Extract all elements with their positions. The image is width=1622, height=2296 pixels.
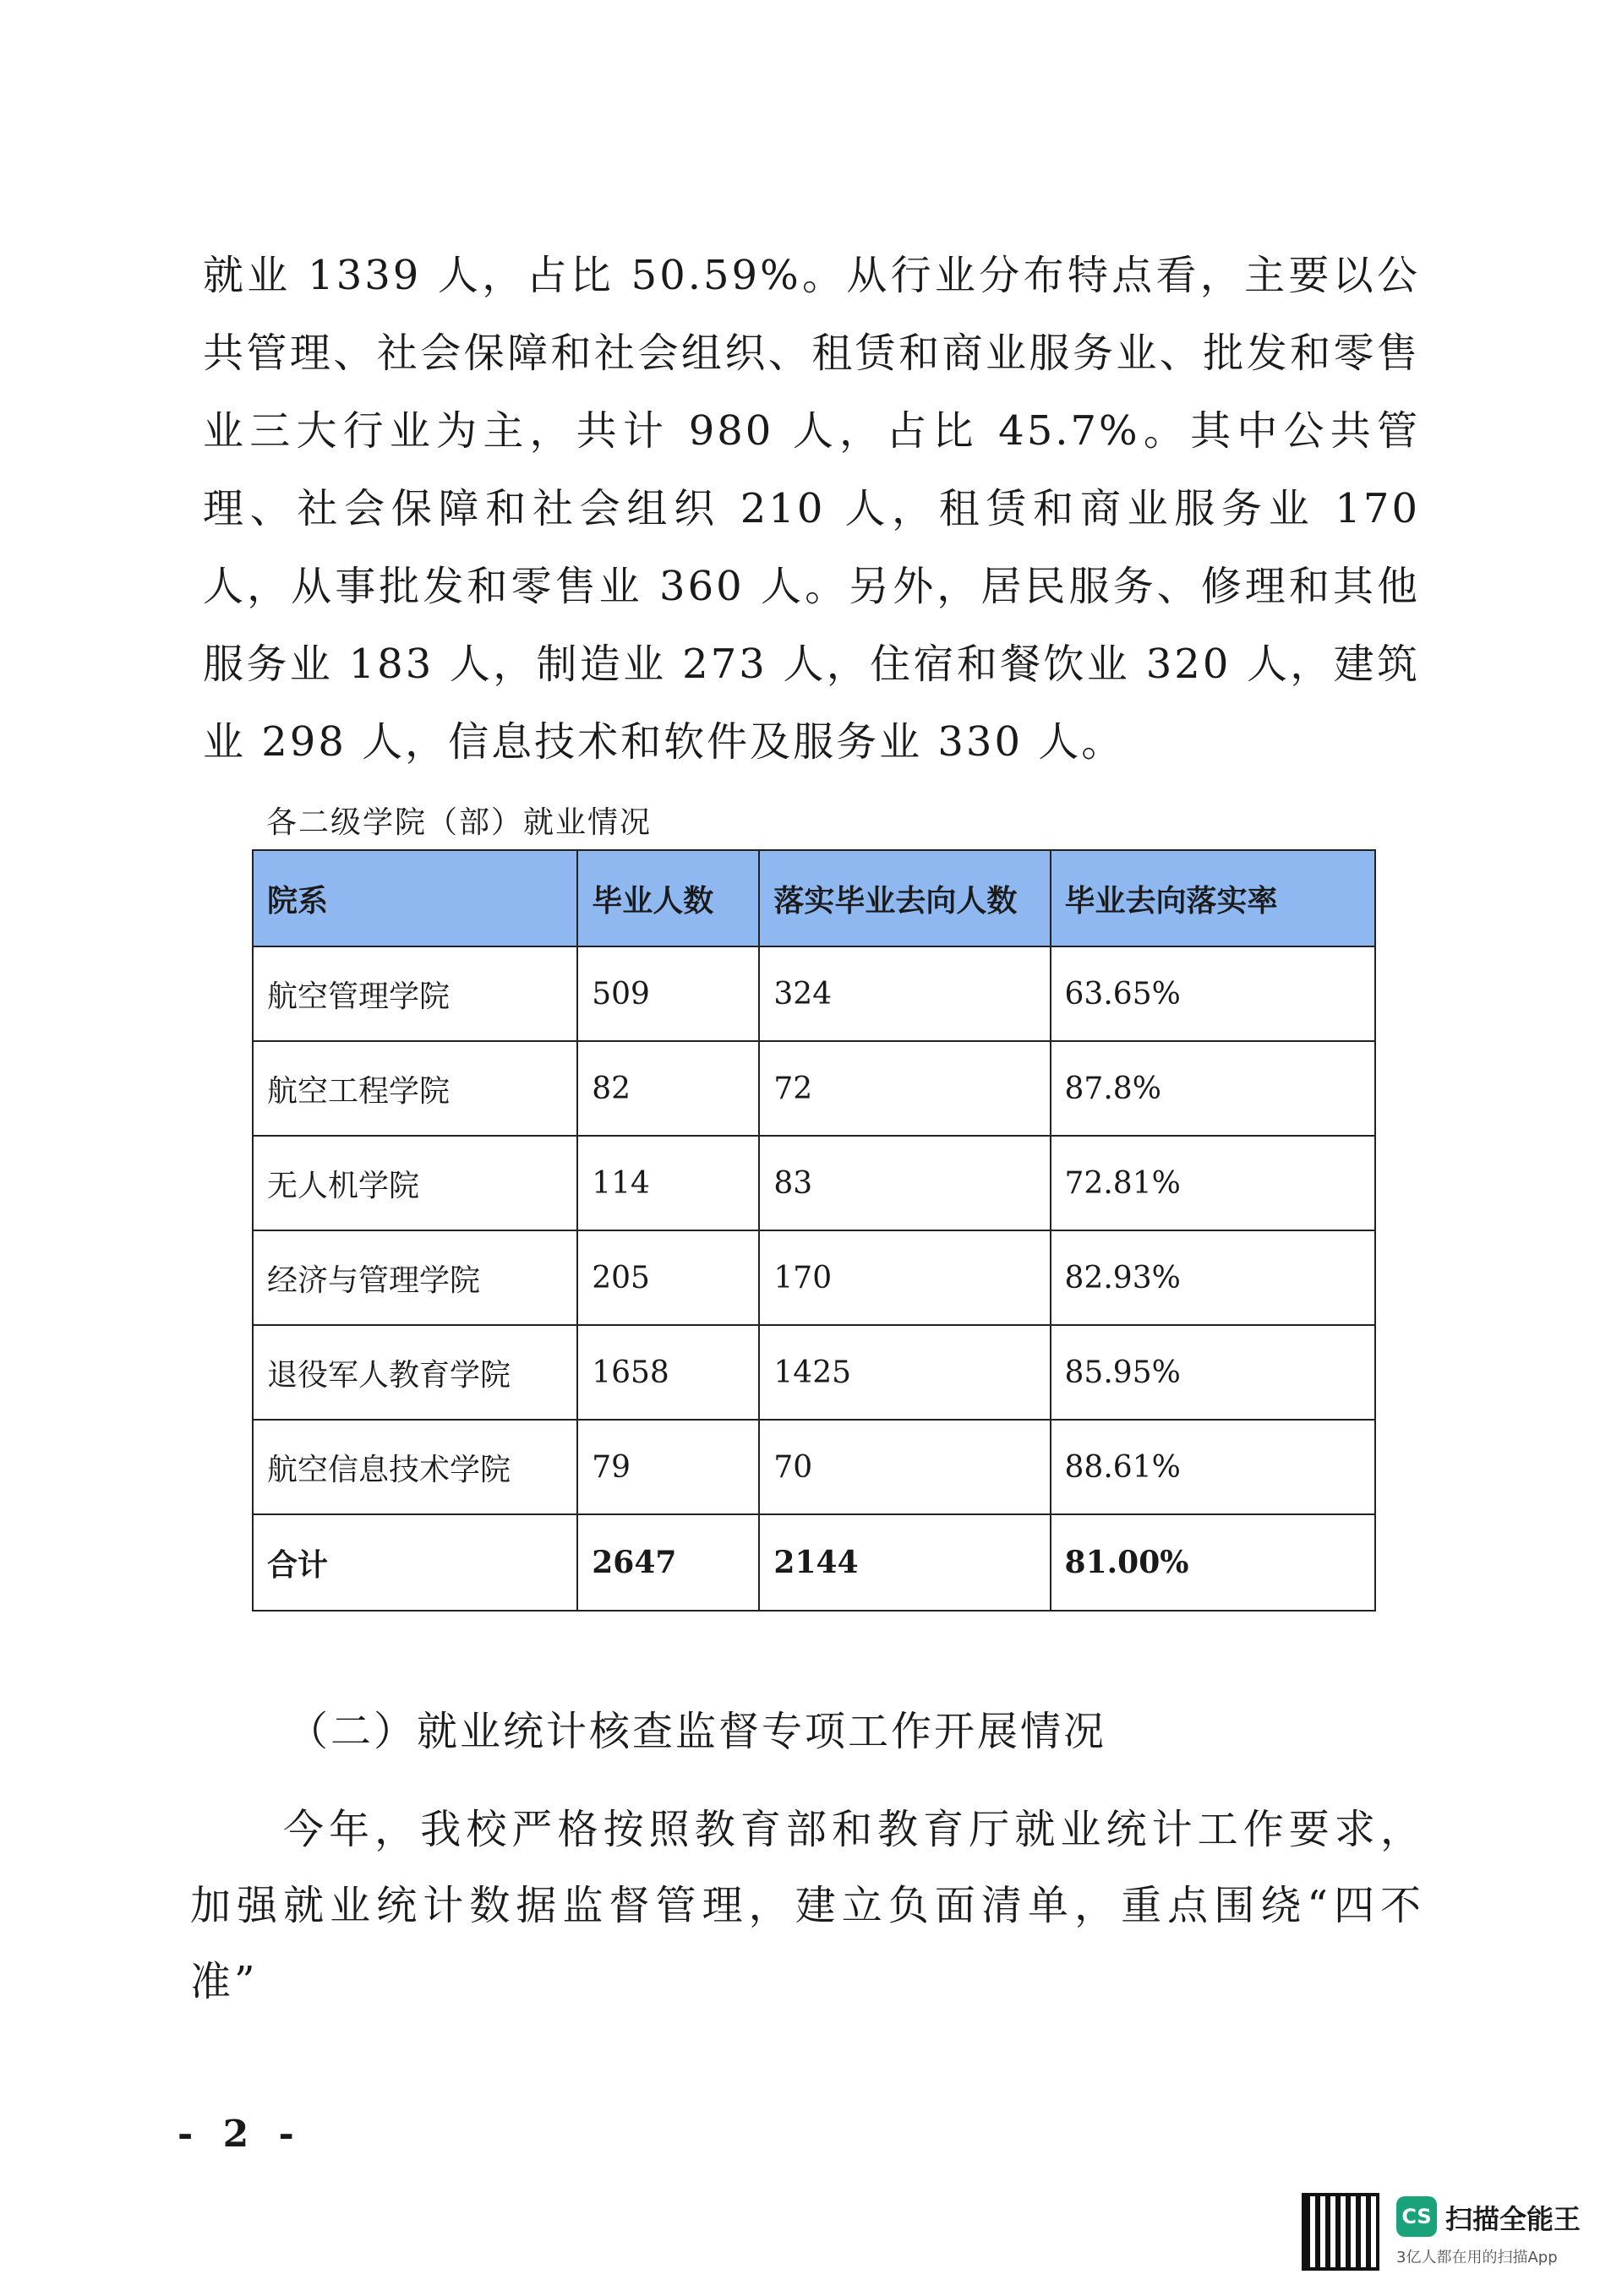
cell-placed: 170: [759, 1230, 1050, 1325]
table-row: [253, 1136, 1375, 1230]
cell-department: 退役军人教育学院: [253, 1325, 577, 1420]
cell-placed: 324: [759, 946, 1050, 1041]
cell-department: 航空管理学院: [253, 946, 577, 1041]
header-placed: 落实毕业去向人数: [759, 850, 1050, 946]
cell-rate: 82.93%: [1051, 1230, 1375, 1325]
cell-department: 航空工程学院: [253, 1041, 577, 1136]
cell-department: 经济与管理学院: [253, 1230, 577, 1325]
section-heading: （二）就业统计核查监督专项工作开展情况: [287, 1708, 1107, 1755]
cell-rate: 72.81%: [1051, 1136, 1375, 1230]
cell-rate: 88.61%: [1051, 1420, 1375, 1514]
cell-department: 无人机学院: [253, 1136, 577, 1230]
cell-total-graduates: 2647: [577, 1514, 759, 1611]
cell-graduates: 114: [577, 1136, 759, 1230]
table-row: [253, 1230, 1375, 1325]
cell-graduates: 205: [577, 1230, 759, 1325]
intro-paragraph: 就业 1339 人，占比 50.59%。从行业分布特点看，主要以公共管理、社会保障和社会组织、租赁和商业服务业、批发和零售业三大行业为主，共计 980 人，占比 45.7%。其中公共管理、社会保障和社会组织 210 人，租赁和商业服务业 170 人，从事批发和零售业 360 人。另外，居民服务、修理和其他服务业 183 人，制造业 273 人，住宿和餐饮业 320 人，建筑业 298 人，信息技术和软件及服务业 330 人。: [203, 252, 1420, 766]
table-header-row: [253, 850, 1375, 946]
cell-total-placed: 2144: [759, 1514, 1050, 1611]
table-row: [253, 1420, 1375, 1514]
table-row: [253, 946, 1375, 1041]
page-number: - 2 -: [177, 2113, 303, 2156]
header-department: 院系: [253, 850, 577, 946]
cell-graduates: 79: [577, 1420, 759, 1514]
employment-table: [252, 849, 1376, 1612]
cell-placed: 70: [759, 1420, 1050, 1514]
table-row: [253, 1325, 1375, 1420]
cell-placed: 83: [759, 1136, 1050, 1230]
cell-rate: 63.65%: [1051, 946, 1375, 1041]
cell-placed: 1425: [759, 1325, 1050, 1420]
cell-total-label: 合计: [253, 1514, 577, 1611]
cell-placed: 72: [759, 1041, 1050, 1136]
scanner-watermark: [1302, 2193, 1606, 2277]
cell-rate: 85.95%: [1051, 1325, 1375, 1420]
table-row: [253, 1041, 1375, 1136]
section-paragraph: 今年，我校严格按照教育部和教育厅就业统计工作要求，加强就业统计数据监督管理，建立负面清单，重点围绕“四不准”: [190, 1806, 1424, 2005]
table-caption: 各二级学院（部）就业情况: [266, 805, 653, 840]
cell-graduates: 82: [577, 1041, 759, 1136]
scanner-app-name: 扫描全能王: [1445, 2203, 1581, 2235]
cell-graduates: 509: [577, 946, 759, 1041]
cell-department: 航空信息技术学院: [253, 1420, 577, 1514]
scanner-tagline: 3亿人都在用的扫描App: [1396, 2249, 1558, 2266]
table-total-row: [253, 1514, 1375, 1611]
header-rate: 毕业去向落实率: [1051, 850, 1375, 946]
qr-code-icon: [1302, 2193, 1379, 2271]
header-graduates: 毕业人数: [577, 850, 759, 946]
cs-logo-icon: CS: [1396, 2196, 1437, 2237]
cell-rate: 87.8%: [1051, 1041, 1375, 1136]
cell-graduates: 1658: [577, 1325, 759, 1420]
cell-total-rate: 81.00%: [1051, 1514, 1375, 1611]
